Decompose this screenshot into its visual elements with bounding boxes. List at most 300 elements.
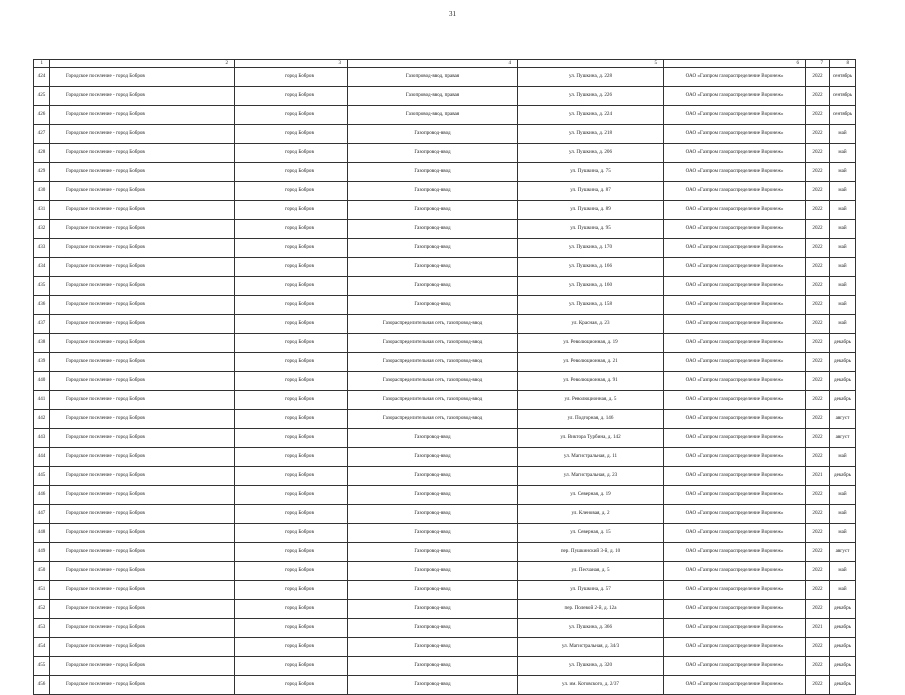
municipality-cell: Городское поселение - город Бобров [50, 353, 235, 372]
object-type-cell: Газопровод-ввод [348, 277, 518, 296]
municipality-cell: Городское поселение - город Бобров [50, 68, 235, 87]
table-row [34, 220, 856, 239]
table-row [34, 163, 856, 182]
row-number: 450 [34, 562, 50, 581]
object-type-cell: Газопровод-ввод [348, 467, 518, 486]
page-number: 31 [449, 10, 456, 18]
month-cell: май [830, 163, 856, 182]
municipality-cell: Городское поселение - город Бобров [50, 144, 235, 163]
locality-cell: город Бобров [235, 125, 348, 144]
row-number: 428 [34, 144, 50, 163]
locality-cell: город Бобров [235, 410, 348, 429]
locality-cell: город Бобров [235, 676, 348, 695]
address-cell: ул. Подгорная, д. 146 [518, 410, 664, 429]
municipality-cell: Городское поселение - город Бобров [50, 657, 235, 676]
organization-cell: ОАО «Газпром газораспределение Воронеж» [664, 391, 806, 410]
year-cell: 2022 [806, 410, 830, 429]
month-cell: май [830, 524, 856, 543]
month-cell: май [830, 144, 856, 163]
address-cell: ул. Пушкина, д. 57 [518, 581, 664, 600]
object-type-cell: Газопровод-ввод [348, 258, 518, 277]
table-row [34, 296, 856, 315]
year-cell: 2022 [806, 258, 830, 277]
row-number: 441 [34, 391, 50, 410]
locality-cell: город Бобров [235, 372, 348, 391]
organization-cell: ОАО «Газпром газораспределение Воронеж» [664, 562, 806, 581]
address-cell: пер. Пушкинский 3-й, д. 10 [518, 543, 664, 562]
municipality-cell: Городское поселение - город Бобров [50, 486, 235, 505]
column-number-5: 5 [518, 60, 664, 68]
column-number-1: 1 [34, 60, 50, 68]
municipality-cell: Городское поселение - город Бобров [50, 619, 235, 638]
table-row [34, 372, 856, 391]
row-number: 442 [34, 410, 50, 429]
organization-cell: ОАО «Газпром газораспределение Воронеж» [664, 353, 806, 372]
year-cell: 2022 [806, 182, 830, 201]
table-row [34, 619, 856, 638]
row-number: 446 [34, 486, 50, 505]
municipality-cell: Городское поселение - город Бобров [50, 182, 235, 201]
municipality-cell: Городское поселение - город Бобров [50, 163, 235, 182]
municipality-cell: Городское поселение - город Бобров [50, 315, 235, 334]
organization-cell: ОАО «Газпром газораспределение Воронеж» [664, 315, 806, 334]
organization-cell: ОАО «Газпром газораспределение Воронеж» [664, 106, 806, 125]
object-type-cell: Газопровод-ввод [348, 163, 518, 182]
table-row [34, 638, 856, 657]
month-cell: май [830, 296, 856, 315]
address-cell: ул. Революционная, д. 91 [518, 372, 664, 391]
object-type-cell: Газопровод-ввод [348, 638, 518, 657]
organization-cell: ОАО «Газпром газораспределение Воронеж» [664, 125, 806, 144]
table-row [34, 676, 856, 695]
row-number: 426 [34, 106, 50, 125]
organization-cell: ОАО «Газпром газораспределение Воронеж» [664, 201, 806, 220]
row-number: 448 [34, 524, 50, 543]
locality-cell: город Бобров [235, 182, 348, 201]
locality-cell: город Бобров [235, 277, 348, 296]
table-row [34, 68, 856, 87]
municipality-cell: Городское поселение - город Бобров [50, 334, 235, 353]
table-row [34, 410, 856, 429]
year-cell: 2022 [806, 277, 830, 296]
locality-cell: город Бобров [235, 581, 348, 600]
month-cell: май [830, 562, 856, 581]
municipality-cell: Городское поселение - город Бобров [50, 125, 235, 144]
registry-table [33, 59, 856, 695]
organization-cell: ОАО «Газпром газораспределение Воронеж» [664, 239, 806, 258]
address-cell: ул. Северная, д. 15 [518, 524, 664, 543]
year-cell: 2022 [806, 543, 830, 562]
address-cell: ул. Пушкина, д. 95 [518, 220, 664, 239]
year-cell: 2022 [806, 106, 830, 125]
row-number: 452 [34, 600, 50, 619]
municipality-cell: Городское поселение - город Бобров [50, 410, 235, 429]
locality-cell: город Бобров [235, 334, 348, 353]
object-type-cell: Газопровод-ввод [348, 144, 518, 163]
table-row [34, 258, 856, 277]
table-row [34, 87, 856, 106]
table-row [34, 486, 856, 505]
month-cell: декабрь [830, 467, 856, 486]
organization-cell: ОАО «Газпром газораспределение Воронеж» [664, 505, 806, 524]
object-type-cell: Газопровод-ввод [348, 220, 518, 239]
table-row [34, 334, 856, 353]
table-row [34, 429, 856, 448]
object-type-cell: Газопровод-ввод [348, 619, 518, 638]
row-number: 438 [34, 334, 50, 353]
object-type-cell: Газопровод-ввод [348, 486, 518, 505]
table-row [34, 391, 856, 410]
month-cell: май [830, 182, 856, 201]
row-number: 453 [34, 619, 50, 638]
locality-cell: город Бобров [235, 657, 348, 676]
address-cell: ул. Пушкина, д. 224 [518, 106, 664, 125]
year-cell: 2022 [806, 163, 830, 182]
year-cell: 2022 [806, 524, 830, 543]
object-type-cell: Газопровод-ввод [348, 505, 518, 524]
month-cell: май [830, 277, 856, 296]
municipality-cell: Городское поселение - город Бобров [50, 258, 235, 277]
locality-cell: город Бобров [235, 144, 348, 163]
address-cell: пер. Полевой 2-й, д. 12а [518, 600, 664, 619]
locality-cell: город Бобров [235, 68, 348, 87]
month-cell: сентябрь [830, 87, 856, 106]
locality-cell: город Бобров [235, 106, 348, 125]
object-type-cell: Газопровод-ввод [348, 524, 518, 543]
organization-cell: ОАО «Газпром газораспределение Воронеж» [664, 144, 806, 163]
month-cell: май [830, 125, 856, 144]
row-number: 436 [34, 296, 50, 315]
organization-cell: ОАО «Газпром газораспределение Воронеж» [664, 429, 806, 448]
object-type-cell: Газопровод-ввод [348, 429, 518, 448]
address-cell: ул. Пушкина, д. 75 [518, 163, 664, 182]
month-cell: декабрь [830, 638, 856, 657]
row-number: 440 [34, 372, 50, 391]
year-cell: 2022 [806, 201, 830, 220]
address-cell: ул. им. Котовского, д. 2/37 [518, 676, 664, 695]
object-type-cell: Газопровод-ввод [348, 201, 518, 220]
municipality-cell: Городское поселение - город Бобров [50, 581, 235, 600]
locality-cell: город Бобров [235, 163, 348, 182]
year-cell: 2022 [806, 391, 830, 410]
organization-cell: ОАО «Газпром газораспределение Воронеж» [664, 277, 806, 296]
row-number: 455 [34, 657, 50, 676]
locality-cell: город Бобров [235, 391, 348, 410]
locality-cell: город Бобров [235, 353, 348, 372]
address-cell: ул. Пушкина, д. 366 [518, 619, 664, 638]
object-type-cell: Газопровод-ввод, правая [348, 87, 518, 106]
locality-cell: город Бобров [235, 600, 348, 619]
address-cell: ул. Магистральная, д. 23 [518, 467, 664, 486]
address-cell: ул. Революционная, д. 5 [518, 391, 664, 410]
row-number: 456 [34, 676, 50, 695]
table-row [34, 600, 856, 619]
locality-cell: город Бобров [235, 524, 348, 543]
address-cell: ул. Магистральная, д. 11 [518, 448, 664, 467]
row-number: 451 [34, 581, 50, 600]
column-number-4: 4 [348, 60, 518, 68]
row-number: 427 [34, 125, 50, 144]
municipality-cell: Городское поселение - город Бобров [50, 448, 235, 467]
object-type-cell: Газораспределительная сеть, газопровод-ввод [348, 410, 518, 429]
year-cell: 2022 [806, 505, 830, 524]
locality-cell: город Бобров [235, 486, 348, 505]
month-cell: август [830, 410, 856, 429]
year-cell: 2022 [806, 581, 830, 600]
object-type-cell: Газораспределительная сеть, газопровод-ввод [348, 315, 518, 334]
object-type-cell: Газопровод-ввод, правая [348, 68, 518, 87]
municipality-cell: Городское поселение - город Бобров [50, 467, 235, 486]
address-cell: ул. Пушкина, д. 160 [518, 277, 664, 296]
column-number-8: 8 [830, 60, 856, 68]
row-number: 435 [34, 277, 50, 296]
row-number: 437 [34, 315, 50, 334]
month-cell: май [830, 201, 856, 220]
address-cell: ул. Красная, д. 23 [518, 315, 664, 334]
address-cell: ул. Пушкина, д. 87 [518, 182, 664, 201]
municipality-cell: Городское поселение - город Бобров [50, 87, 235, 106]
organization-cell: ОАО «Газпром газораспределение Воронеж» [664, 182, 806, 201]
address-cell: ул. Революционная, д. 19 [518, 334, 664, 353]
year-cell: 2022 [806, 372, 830, 391]
object-type-cell: Газораспределительная сеть, газопровод-ввод [348, 334, 518, 353]
month-cell: сентябрь [830, 106, 856, 125]
table-row [34, 543, 856, 562]
column-number-6: 6 [664, 60, 806, 68]
locality-cell: город Бобров [235, 467, 348, 486]
address-cell: ул. Пушкина, д. 228 [518, 68, 664, 87]
municipality-cell: Городское поселение - город Бобров [50, 562, 235, 581]
row-number: 444 [34, 448, 50, 467]
municipality-cell: Городское поселение - город Бобров [50, 220, 235, 239]
month-cell: май [830, 239, 856, 258]
year-cell: 2022 [806, 144, 830, 163]
object-type-cell: Газопровод-ввод, правая [348, 106, 518, 125]
column-number-7: 7 [806, 60, 830, 68]
locality-cell: город Бобров [235, 239, 348, 258]
address-cell: ул. Пушкина, д. 206 [518, 144, 664, 163]
locality-cell: город Бобров [235, 220, 348, 239]
locality-cell: город Бобров [235, 505, 348, 524]
row-number: 432 [34, 220, 50, 239]
address-cell: ул. Пушкина, д. 166 [518, 258, 664, 277]
locality-cell: город Бобров [235, 543, 348, 562]
object-type-cell: Газопровод-ввод [348, 657, 518, 676]
table-body [34, 68, 856, 695]
table-row [34, 277, 856, 296]
municipality-cell: Городское поселение - город Бобров [50, 296, 235, 315]
year-cell: 2022 [806, 87, 830, 106]
locality-cell: город Бобров [235, 619, 348, 638]
locality-cell: город Бобров [235, 258, 348, 277]
month-cell: май [830, 258, 856, 277]
locality-cell: город Бобров [235, 562, 348, 581]
organization-cell: ОАО «Газпром газораспределение Воронеж» [664, 486, 806, 505]
table-row [34, 448, 856, 467]
month-cell: май [830, 486, 856, 505]
month-cell: август [830, 543, 856, 562]
organization-cell: ОАО «Газпром газораспределение Воронеж» [664, 448, 806, 467]
object-type-cell: Газопровод-ввод [348, 448, 518, 467]
year-cell: 2022 [806, 638, 830, 657]
row-number: 429 [34, 163, 50, 182]
year-cell: 2022 [806, 676, 830, 695]
year-cell: 2022 [806, 600, 830, 619]
column-number-3: 3 [235, 60, 348, 68]
object-type-cell: Газопровод-ввод [348, 562, 518, 581]
object-type-cell: Газопровод-ввод [348, 182, 518, 201]
address-cell: ул. Песчаная, д. 5 [518, 562, 664, 581]
organization-cell: ОАО «Газпром газораспределение Воронеж» [664, 581, 806, 600]
address-cell: ул. Кленовая, д. 2 [518, 505, 664, 524]
organization-cell: ОАО «Газпром газораспределение Воронеж» [664, 619, 806, 638]
month-cell: май [830, 581, 856, 600]
table-row [34, 201, 856, 220]
organization-cell: ОАО «Газпром газораспределение Воронеж» [664, 467, 806, 486]
municipality-cell: Городское поселение - город Бобров [50, 239, 235, 258]
address-cell: ул. Пушкина, д. 158 [518, 296, 664, 315]
locality-cell: город Бобров [235, 315, 348, 334]
address-cell: ул. Северная, д. 19 [518, 486, 664, 505]
table-row [34, 182, 856, 201]
object-type-cell: Газопровод-ввод [348, 543, 518, 562]
month-cell: май [830, 448, 856, 467]
table-row [34, 657, 856, 676]
month-cell: декабрь [830, 353, 856, 372]
organization-cell: ОАО «Газпром газораспределение Воронеж» [664, 87, 806, 106]
row-number: 443 [34, 429, 50, 448]
organization-cell: ОАО «Газпром газораспределение Воронеж» [664, 638, 806, 657]
object-type-cell: Газораспределительная сеть, газопровод-ввод [348, 353, 518, 372]
table-row [34, 106, 856, 125]
object-type-cell: Газопровод-ввод [348, 581, 518, 600]
column-number-2: 2 [50, 60, 235, 68]
locality-cell: город Бобров [235, 429, 348, 448]
year-cell: 2022 [806, 315, 830, 334]
locality-cell: город Бобров [235, 638, 348, 657]
organization-cell: ОАО «Газпром газораспределение Воронеж» [664, 68, 806, 87]
year-cell: 2022 [806, 448, 830, 467]
organization-cell: ОАО «Газпром газораспределение Воронеж» [664, 220, 806, 239]
year-cell: 2022 [806, 486, 830, 505]
object-type-cell: Газопровод-ввод [348, 676, 518, 695]
municipality-cell: Городское поселение - город Бобров [50, 277, 235, 296]
row-number: 445 [34, 467, 50, 486]
table-row [34, 524, 856, 543]
month-cell: май [830, 315, 856, 334]
address-cell: ул. Пушкина, д. 170 [518, 239, 664, 258]
row-number: 454 [34, 638, 50, 657]
object-type-cell: Газораспределительная сеть, газопровод-ввод [348, 372, 518, 391]
month-cell: декабрь [830, 391, 856, 410]
municipality-cell: Городское поселение - город Бобров [50, 676, 235, 695]
row-number: 447 [34, 505, 50, 524]
municipality-cell: Городское поселение - город Бобров [50, 505, 235, 524]
month-cell: декабрь [830, 657, 856, 676]
year-cell: 2022 [806, 353, 830, 372]
address-cell: ул. Пушкина, д. 89 [518, 201, 664, 220]
address-cell: ул. Пушкина, д. 218 [518, 125, 664, 144]
year-cell: 2022 [806, 562, 830, 581]
table-row [34, 315, 856, 334]
locality-cell: город Бобров [235, 448, 348, 467]
month-cell: декабрь [830, 600, 856, 619]
month-cell: декабрь [830, 619, 856, 638]
row-number: 434 [34, 258, 50, 277]
month-cell: декабрь [830, 372, 856, 391]
row-number: 449 [34, 543, 50, 562]
address-cell: ул. Виктора Турбина, д. 142 [518, 429, 664, 448]
table-row [34, 353, 856, 372]
address-cell: ул. Пушкина, д. 320 [518, 657, 664, 676]
locality-cell: город Бобров [235, 296, 348, 315]
organization-cell: ОАО «Газпром газораспределение Воронеж» [664, 163, 806, 182]
row-number: 430 [34, 182, 50, 201]
table-row [34, 125, 856, 144]
organization-cell: ОАО «Газпром газораспределение Воронеж» [664, 657, 806, 676]
municipality-cell: Городское поселение - город Бобров [50, 600, 235, 619]
table-row [34, 505, 856, 524]
row-number: 439 [34, 353, 50, 372]
year-cell: 2021 [806, 619, 830, 638]
municipality-cell: Городское поселение - город Бобров [50, 201, 235, 220]
year-cell: 2022 [806, 296, 830, 315]
municipality-cell: Городское поселение - город Бобров [50, 524, 235, 543]
month-cell: август [830, 429, 856, 448]
organization-cell: ОАО «Газпром газораспределение Воронеж» [664, 296, 806, 315]
object-type-cell: Газопровод-ввод [348, 296, 518, 315]
municipality-cell: Городское поселение - город Бобров [50, 106, 235, 125]
month-cell: май [830, 505, 856, 524]
address-cell: ул. Революционная, д. 21 [518, 353, 664, 372]
organization-cell: ОАО «Газпром газораспределение Воронеж» [664, 258, 806, 277]
locality-cell: город Бобров [235, 201, 348, 220]
organization-cell: ОАО «Газпром газораспределение Воронеж» [664, 543, 806, 562]
table-row [34, 467, 856, 486]
year-cell: 2022 [806, 657, 830, 676]
municipality-cell: Городское поселение - город Бобров [50, 543, 235, 562]
column-number-row [34, 60, 856, 68]
object-type-cell: Газопровод-ввод [348, 600, 518, 619]
organization-cell: ОАО «Газпром газораспределение Воронеж» [664, 524, 806, 543]
object-type-cell: Газопровод-ввод [348, 125, 518, 144]
municipality-cell: Городское поселение - город Бобров [50, 391, 235, 410]
table-row [34, 144, 856, 163]
table-row [34, 562, 856, 581]
municipality-cell: Городское поселение - город Бобров [50, 638, 235, 657]
table-row [34, 581, 856, 600]
municipality-cell: Городское поселение - город Бобров [50, 372, 235, 391]
month-cell: декабрь [830, 676, 856, 695]
address-cell: ул. Пушкина, д. 226 [518, 87, 664, 106]
organization-cell: ОАО «Газпром газораспределение Воронеж» [664, 334, 806, 353]
month-cell: май [830, 220, 856, 239]
row-number: 424 [34, 68, 50, 87]
table-row [34, 239, 856, 258]
year-cell: 2021 [806, 467, 830, 486]
year-cell: 2022 [806, 125, 830, 144]
month-cell: декабрь [830, 334, 856, 353]
organization-cell: ОАО «Газпром газораспределение Воронеж» [664, 600, 806, 619]
municipality-cell: Городское поселение - город Бобров [50, 429, 235, 448]
year-cell: 2022 [806, 239, 830, 258]
row-number: 431 [34, 201, 50, 220]
row-number: 433 [34, 239, 50, 258]
object-type-cell: Газораспределительная сеть, газопровод-ввод [348, 391, 518, 410]
year-cell: 2022 [806, 429, 830, 448]
locality-cell: город Бобров [235, 87, 348, 106]
month-cell: сентябрь [830, 68, 856, 87]
